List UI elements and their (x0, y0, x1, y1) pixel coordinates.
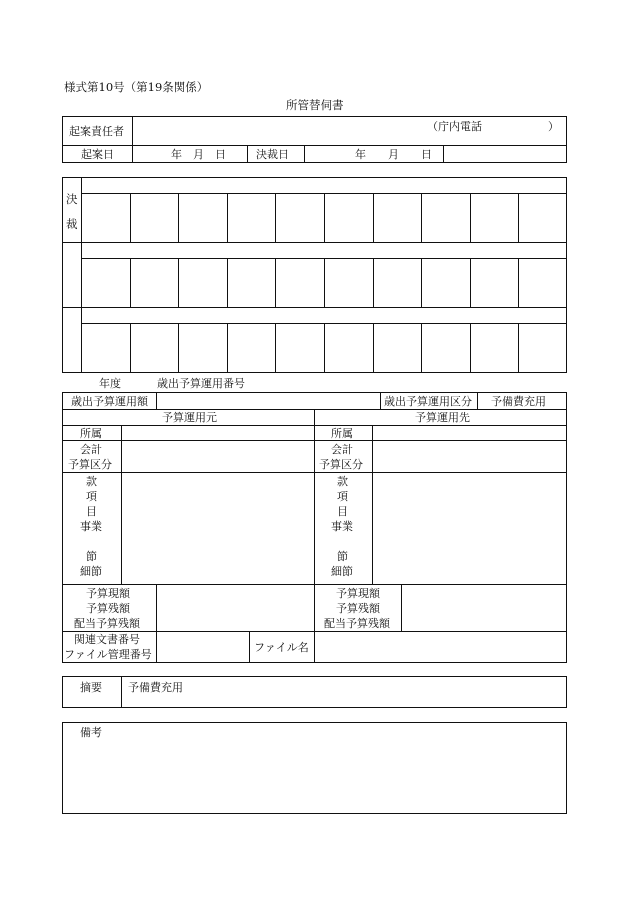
draft-date-field[interactable]: 年 月 日 (171, 148, 226, 161)
source-kan-label: 款 (86, 475, 97, 488)
budget-category-label: 歳出予算運用区分 (384, 395, 472, 408)
approval-cell-divider (421, 258, 422, 307)
dest-remaining-amount-label: 予算残額 (336, 602, 380, 615)
approval-cell-divider (421, 193, 422, 242)
source-allocated-remaining-label: 配当予算残額 (74, 617, 140, 630)
budget-amount-label: 歳出予算運用額 (71, 395, 148, 408)
approval-cell-divider (227, 323, 228, 373)
approval-cell-divider (324, 258, 325, 307)
source-setsu-label: 節 (86, 550, 97, 563)
summary-label: 摘要 (80, 681, 102, 694)
approval-cell-divider (227, 258, 228, 307)
approval-cell-divider (130, 258, 131, 307)
dest-account-label: 会計 (331, 443, 353, 456)
source-affiliation-label: 所属 (80, 427, 102, 440)
approval-cell-divider (275, 258, 276, 307)
dest-moku-label: 目 (337, 505, 348, 518)
approval-cell-divider (518, 323, 519, 373)
form-number: 様式第10号（第19条関係） (64, 80, 209, 94)
dest-jigyou-label: 事業 (331, 520, 353, 533)
budget-amount-field[interactable] (157, 393, 379, 408)
approval-cell-divider (275, 193, 276, 242)
year-label: 年度 (99, 377, 121, 390)
phone-label: （庁内電話 ） (427, 120, 559, 133)
dest-header: 予算運用先 (415, 411, 470, 424)
remarks-box[interactable] (62, 722, 567, 814)
approval-cell-divider (227, 193, 228, 242)
approval-cell-divider (130, 323, 131, 373)
approval-label-2: 裁 (66, 217, 78, 231)
source-remaining-amount-label: 予算残額 (86, 602, 130, 615)
decision-date-field[interactable]: 年 月 日 (355, 148, 432, 161)
source-current-amount-label: 予算現額 (86, 587, 130, 600)
source-account-label: 会計 (80, 443, 102, 456)
remarks-label: 備考 (80, 726, 102, 739)
approval-cell-divider (373, 193, 374, 242)
source-jigyou-label: 事業 (80, 520, 102, 533)
file-name-label: ファイル名 (254, 641, 309, 654)
approval-cell-divider (275, 323, 276, 373)
approval-cell-divider (470, 258, 471, 307)
summary-value[interactable]: 予備費充用 (128, 681, 183, 694)
budget-category-value: 予備費充用 (491, 395, 546, 408)
dest-affiliation-label: 所属 (331, 427, 353, 440)
form-title: 所管替伺書 (286, 98, 344, 112)
approval-cell-divider (470, 193, 471, 242)
approval-cell-divider (518, 193, 519, 242)
approval-cell-divider (518, 258, 519, 307)
approval-cell-divider (178, 258, 179, 307)
dest-allocated-remaining-label: 配当予算残額 (324, 617, 390, 630)
approval-grid (62, 177, 567, 373)
approval-cell-divider (178, 323, 179, 373)
source-budget-division-label: 予算区分 (68, 458, 112, 471)
source-kou-label: 項 (86, 490, 97, 503)
approval-cell-divider (130, 193, 131, 242)
draft-date-label: 起案日 (81, 148, 114, 161)
decision-date-label: 決裁日 (256, 148, 289, 161)
approval-cell-divider (470, 323, 471, 373)
dest-saisetsu-label: 細節 (331, 565, 353, 578)
dest-kan-label: 款 (337, 475, 348, 488)
dest-kou-label: 項 (337, 490, 348, 503)
approval-cell-divider (324, 323, 325, 373)
source-header: 予算運用元 (162, 411, 217, 424)
dest-setsu-label: 節 (337, 550, 348, 563)
responsible-label: 起案責任者 (69, 125, 124, 138)
dest-budget-division-label: 予算区分 (319, 458, 363, 471)
source-moku-label: 目 (86, 505, 97, 518)
approval-cell-divider (421, 323, 422, 373)
approval-cell-divider (373, 258, 374, 307)
source-saisetsu-label: 細節 (80, 565, 102, 578)
approval-cell-divider (324, 193, 325, 242)
file-management-label: ファイル管理番号 (64, 648, 152, 661)
budget-number-label: 歳出予算運用番号 (157, 377, 245, 390)
approval-label-1: 決 (66, 192, 78, 206)
dest-current-amount-label: 予算現額 (336, 587, 380, 600)
related-doc-label: 関連文書番号 (74, 633, 140, 646)
approval-cell-divider (373, 323, 374, 373)
approval-cell-divider (178, 193, 179, 242)
file-name-field[interactable] (315, 632, 566, 662)
